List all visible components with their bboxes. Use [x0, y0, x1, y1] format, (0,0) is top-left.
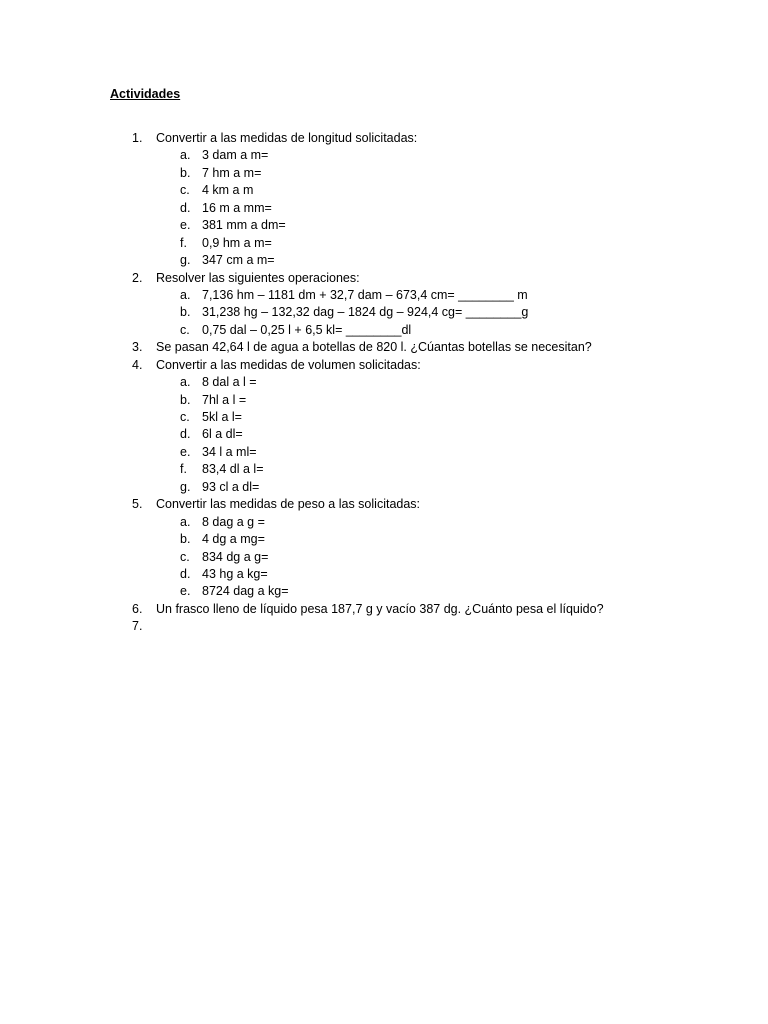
sub-item-text: 8 dag a g = — [202, 514, 265, 529]
item-text: Se pasan 42,64 l de agua a botellas de 820 l. ¿Cúantas botellas se necesitan? — [156, 340, 592, 355]
item-text: Convertir a las medidas de longitud solicitadas: — [156, 131, 418, 145]
sub-item-text: 7hl a l = — [202, 392, 247, 407]
sub-item-letter: a. — [180, 375, 191, 390]
item-number: 4. — [132, 357, 143, 372]
sub-item-letter: a. — [180, 148, 191, 163]
sub-item-letter: c. — [180, 410, 190, 424]
sub-item-text: 16 m a mm= — [202, 200, 272, 215]
sub-item-letter: e. — [180, 218, 191, 233]
sub-item-letter: g. — [180, 479, 191, 494]
sub-item-letter: d. — [180, 200, 191, 215]
sub-item-letter: b. — [180, 165, 191, 180]
item-number: 5. — [132, 497, 143, 512]
item-text: Resolver las siguientes operaciones: — [156, 270, 360, 285]
sub-item-letter: f. — [180, 235, 187, 250]
sub-item-text: 4 dg a mg= — [202, 532, 265, 547]
sub-item — [0, 444, 768, 461]
sub-item — [0, 426, 768, 443]
sub-item-text: 43 hg a kg= — [202, 566, 268, 581]
sub-item — [0, 549, 768, 566]
sub-item — [0, 392, 768, 409]
sub-item-text: 0,9 hm a m= — [202, 235, 272, 250]
sub-item-letter: f. — [180, 462, 187, 477]
sub-item-letter: d. — [180, 566, 191, 581]
item-text: Un frasco lleno de líquido pesa 187,7 g y vacío 387 dg. ¿Cuánto pesa el líquido? — [156, 601, 604, 616]
activity-item — [0, 618, 768, 635]
sub-item — [0, 583, 768, 600]
item-number: 7. — [132, 619, 143, 634]
sub-item — [0, 217, 768, 234]
activity-list — [0, 130, 768, 636]
sub-item-letter: e. — [180, 444, 191, 459]
sub-item-text: 34 l a ml= — [202, 444, 257, 459]
sub-item-text: 83,4 dl a l= — [202, 462, 264, 477]
sub-item-text: 347 cm a m= — [202, 253, 275, 268]
activity-item — [0, 270, 768, 287]
sub-item — [0, 374, 768, 391]
sub-item — [0, 147, 768, 164]
sub-item-letter: a. — [180, 514, 191, 529]
activity-item — [0, 339, 768, 356]
sub-item-letter: c. — [180, 549, 190, 564]
sub-item — [0, 461, 768, 478]
sub-item — [0, 531, 768, 548]
sub-item — [0, 409, 768, 426]
sub-item-text: 381 mm a dm= — [202, 218, 286, 233]
item-text: Convertir a las medidas de volumen solicitadas: — [156, 357, 421, 372]
sub-item-text: 7,136 hm – 1181 dm + 32,7 dam – 673,4 cm= ________ m — [202, 287, 528, 302]
sub-item-text: 93 cl a dl= — [202, 479, 260, 494]
sub-item — [0, 304, 768, 321]
activity-item — [0, 357, 768, 374]
sub-item-letter: g. — [180, 253, 191, 268]
sub-item — [0, 287, 768, 304]
sub-item — [0, 235, 768, 252]
sub-item-text: 31,238 hg – 132,32 dag – 1824 dg – 924,4 cg= ________g — [202, 305, 529, 320]
sub-item-text: 3 dam a m= — [202, 148, 269, 163]
sub-item — [0, 479, 768, 496]
sub-item-text: 8 dal a l = — [202, 375, 257, 390]
sub-item — [0, 322, 768, 339]
item-number: 2. — [132, 270, 143, 285]
sub-item-text: 7 hm a m= — [202, 165, 262, 180]
page-title: Actividades — [110, 87, 181, 101]
sub-item-text: 8724 dag a kg= — [202, 584, 289, 599]
sub-item-text: 0,75 dal – 0,25 l + 6,5 kl= ________dl — [202, 322, 412, 337]
activity-item — [0, 601, 768, 618]
sub-item — [0, 182, 768, 199]
sub-item-letter: b. — [180, 532, 191, 547]
sub-item-text: 6l a dl= — [202, 427, 243, 442]
sub-item-letter: c. — [180, 322, 190, 337]
sub-item-letter: a. — [180, 287, 191, 302]
sub-item-letter: b. — [180, 392, 191, 407]
sub-item-letter: b. — [180, 305, 191, 320]
item-number: 3. — [132, 340, 143, 355]
sub-item-text: 5kl a l= — [202, 410, 242, 424]
sub-item-text: 4 km a m — [202, 183, 254, 198]
sub-item — [0, 200, 768, 217]
activity-item — [0, 130, 768, 147]
item-text: Convertir las medidas de peso a las solicitadas: — [156, 497, 421, 512]
sub-item-text: 834 dg a g= — [202, 549, 269, 564]
activity-item — [0, 496, 768, 513]
sub-item — [0, 252, 768, 269]
sub-item-letter: c. — [180, 183, 190, 198]
sub-item-letter: e. — [180, 584, 191, 599]
item-number: 1. — [132, 131, 143, 145]
sub-item — [0, 165, 768, 182]
sub-item — [0, 566, 768, 583]
sub-item — [0, 514, 768, 531]
item-number: 6. — [132, 601, 143, 616]
sub-item-letter: d. — [180, 427, 191, 442]
